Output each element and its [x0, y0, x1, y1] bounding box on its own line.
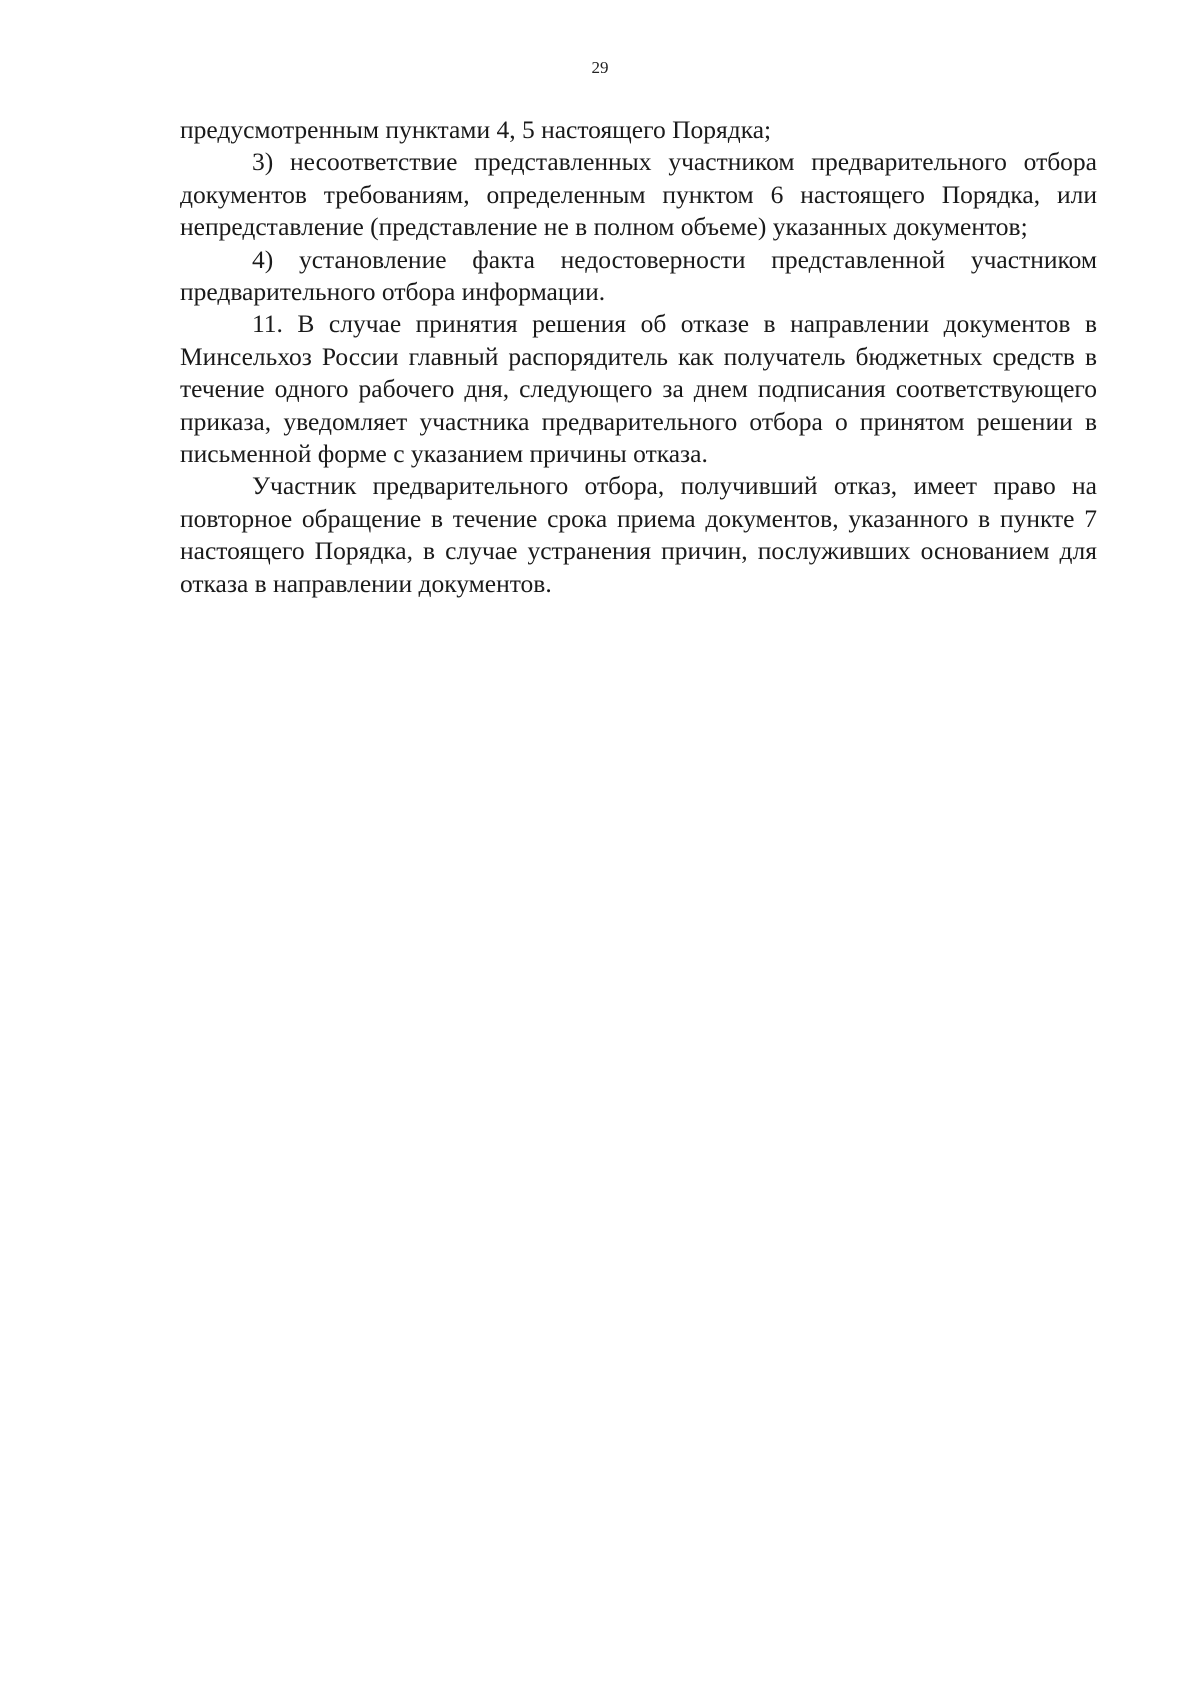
document-body	[180, 114, 1097, 600]
paragraph-item-4: 4) установление факта недостоверности представленной участником предварительного отбора информации.	[180, 244, 1097, 307]
paragraph-reapplication: Участник предварительного отбора, получивший отказ, имеет право на повторное обращение в течение срока приема документов, указанного в пункте 7 настоящего Порядка, в случае устранения причин, послуживших основанием для отказа в направлении документов.	[180, 471, 1097, 598]
paragraph-continuation: предусмотренным пунктами 4, 5 настоящего Порядка;	[180, 115, 772, 144]
page-number: 29	[591, 58, 609, 77]
paragraph-item-3: 3) несоответствие представленных участником предварительного отбора документов требованиям, определенным пунктом 6 настоящего Порядка, или непредставление (представление не в полном объеме) указанных документов;	[180, 147, 1097, 242]
paragraph-clause-11: 11. В случае принятия решения об отказе в направлении документов в Минсельхоз России главный распорядитель как получатель бюджетных средств в течение одного рабочего дня, следующего за днем подписания соответствующего приказа, уведомляет участника предварительного отбора о принятом решении в письменной форме с указанием причины отказа.	[180, 309, 1097, 469]
